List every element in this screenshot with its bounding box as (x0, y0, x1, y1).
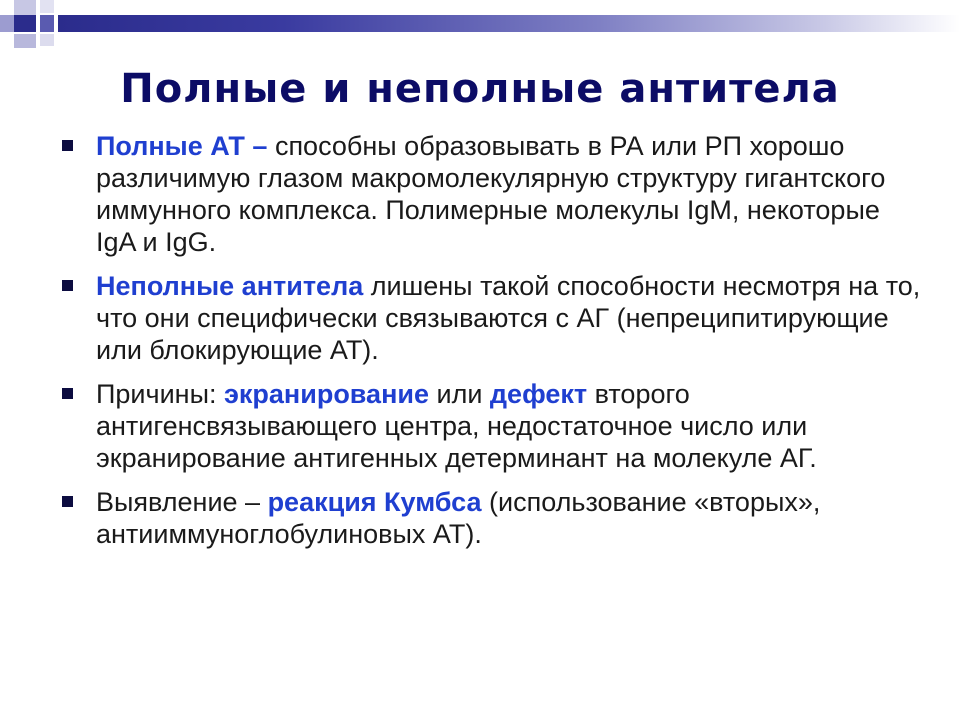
bullet-text: Причины: (96, 379, 224, 409)
bullet-text: (использование «вторых», антииммуноглобулиновых АТ). (96, 487, 821, 549)
bullet-text: второго антигенсвязывающего центра, недостаточное число или экранирование антигенных детерминант на молекуле АГ. (96, 379, 817, 473)
bullet-list (62, 130, 922, 562)
header-gradient-bar (58, 15, 960, 32)
bullet-text: способны образовывать в РА или РП хорошо различимую глазом макромолекулярную структуру гигантского иммунного комплекса. Полимерные молекулы IgM, некоторые IgA и IgG. (96, 131, 886, 257)
bullet-item-detection (62, 486, 922, 550)
square-bullet-icon (62, 140, 73, 151)
bullet-item-incomplete-antibodies (62, 270, 922, 366)
square-bullet-icon (62, 496, 73, 507)
square-bullet-icon (62, 280, 73, 291)
square-bullet-icon (62, 388, 73, 399)
bullet-highlight: реакция Кумбса (267, 487, 482, 517)
bullet-highlight: Полные АТ – (96, 131, 268, 161)
bullet-item-reasons (62, 378, 922, 474)
bullet-highlight: дефект (489, 379, 588, 409)
bullet-text: или (429, 379, 490, 409)
bullet-text: лишены такой способности несмотря на то, что они специфически связываются с АГ (непреципитирующие или блокирующие АТ). (96, 271, 921, 365)
bullet-text: Выявление – (96, 487, 268, 517)
bullet-item-full-antibodies (62, 130, 922, 258)
slide-title: Полные и неполные антитела (120, 66, 840, 112)
bullet-highlight: экранирование (223, 379, 429, 409)
bullet-highlight: Неполные антитела (96, 271, 364, 301)
